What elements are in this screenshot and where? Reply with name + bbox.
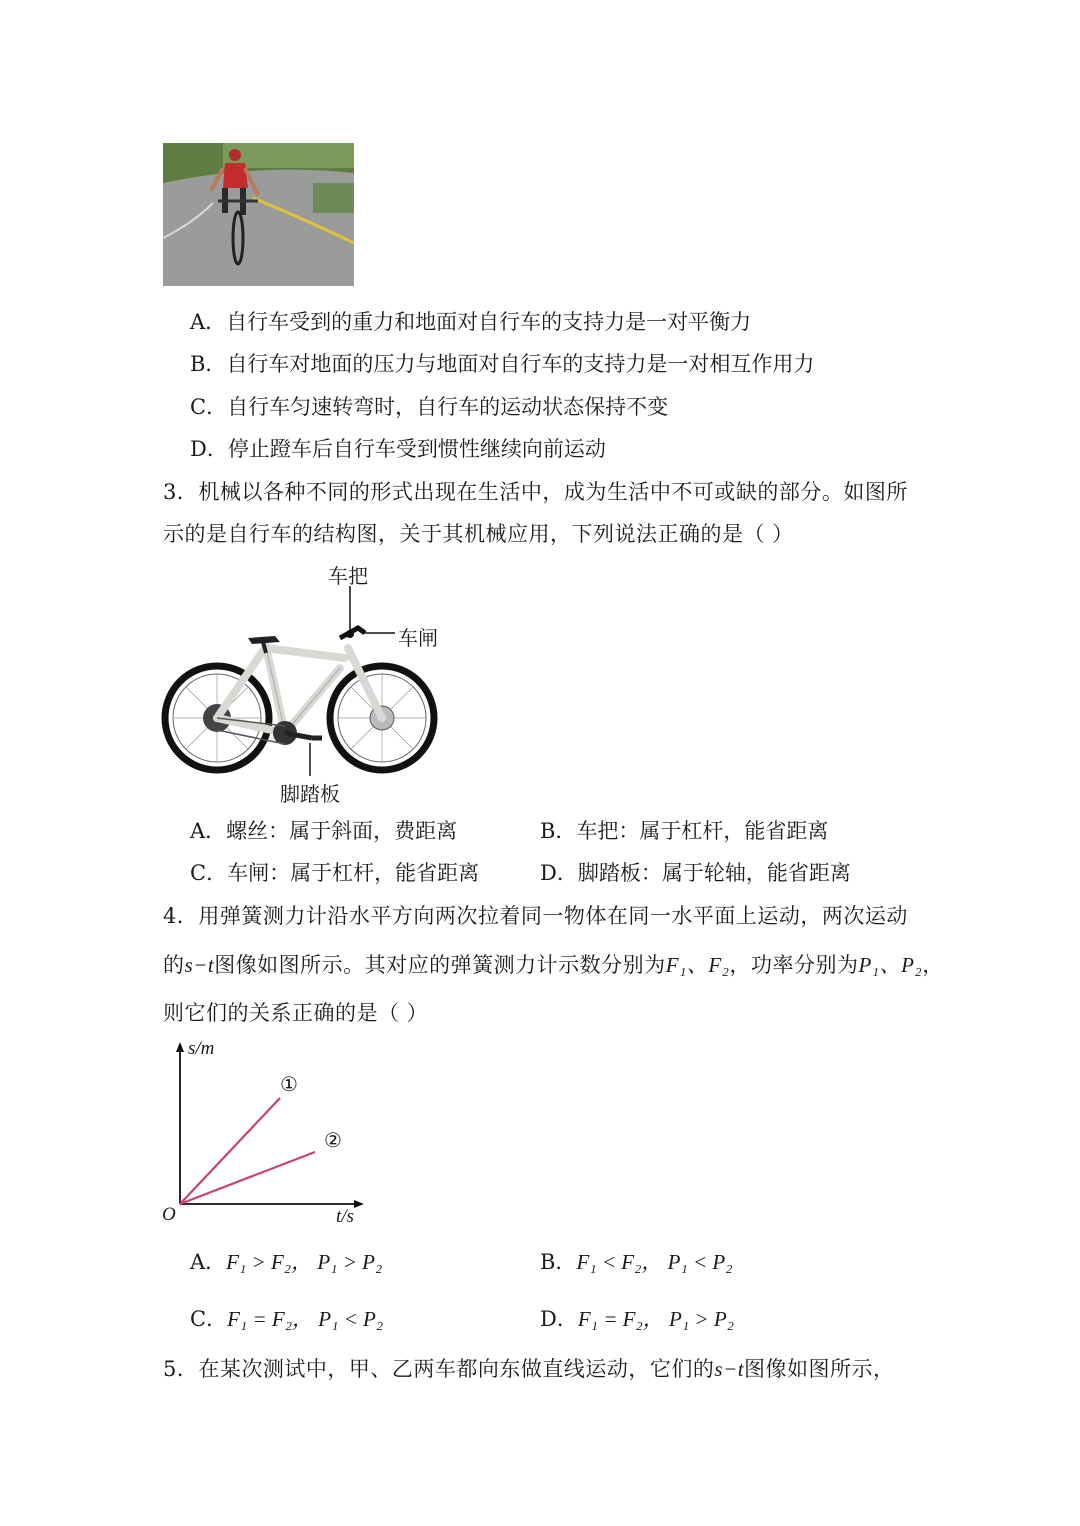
x-axis-label: t/s [336, 1206, 354, 1227]
option-text: 螺丝：属于斜面，费距离 [226, 819, 458, 843]
stem-text: ，功率分别为 [729, 953, 859, 977]
option-text: 自行车匀速转弯时，自行车的运动状态保持不变 [227, 395, 669, 419]
option-text: 车把：属于杠杆，能省距离 [576, 819, 829, 843]
series-line-2 [180, 1152, 315, 1204]
pedal-label: 脚踏板 [280, 782, 340, 806]
q5-stem [163, 1354, 895, 1384]
y-axis-arrow-icon [176, 1042, 184, 1052]
q4-option-c[interactable] [190, 1304, 383, 1334]
stem-text: 图像如图所示。其对应的弹簧测力计示数分别为 [214, 953, 666, 977]
q2-option-a[interactable] [190, 307, 751, 337]
option-letter: A． [190, 310, 227, 334]
option-text: F₁ > F₂， P₁ > P₂ [226, 1250, 383, 1274]
series-line-1 [180, 1098, 280, 1204]
q4-option-d[interactable] [540, 1304, 734, 1334]
bicycle-diagram [160, 558, 450, 808]
q3-stem-line2: 示的是自行车的结构图，关于其机械应用，下列说法正确的是（ ） [163, 522, 794, 546]
q4-stem-line1: 4．用弹簧测力计沿水平方向两次拉着同一物体在同一水平面上运动，两次运动 [163, 904, 908, 928]
st-formula: s−t [714, 1357, 745, 1381]
q4-option-b[interactable] [540, 1247, 733, 1277]
force-symbols: F₁、F₂ [665, 953, 730, 977]
origin-label: O [162, 1204, 176, 1225]
option-text: 停止蹬车后自行车受到惯性继续向前运动 [227, 437, 606, 461]
option-letter: A． [190, 1250, 227, 1274]
q3-option-d[interactable] [540, 858, 851, 888]
q3-stem-line1: 3．机械以各种不同的形式出现在生活中，成为生活中不可或缺的部分。如图所 [163, 480, 908, 504]
q2-option-c[interactable] [190, 392, 668, 422]
option-letter: A． [190, 819, 227, 843]
stem-text: 图像如图所示， [744, 1357, 895, 1381]
option-letter: D． [190, 437, 228, 461]
st-graph [158, 1038, 378, 1238]
option-text: F₁ < F₂， P₁ < P₂ [576, 1250, 733, 1274]
option-letter: B． [540, 819, 577, 843]
q4-option-a[interactable] [190, 1247, 382, 1277]
power-symbols: P₁、P₂ [858, 953, 923, 977]
handlebar-label: 车把 [328, 564, 368, 588]
option-letter: D． [540, 861, 578, 885]
q3-option-b[interactable] [540, 816, 828, 846]
q3-option-c[interactable] [190, 858, 479, 888]
option-letter: B． [540, 1250, 577, 1274]
q3-option-a[interactable] [190, 816, 457, 846]
option-letter: C． [190, 395, 228, 419]
option-text: F₁ = F₂， P₁ > P₂ [577, 1307, 734, 1331]
line1-label: ① [280, 1072, 298, 1096]
q4-stem-line3: 则它们的关系正确的是（ ） [163, 1001, 429, 1025]
x-axis-arrow-icon [354, 1200, 364, 1208]
cyclist-photo [163, 143, 354, 286]
option-letter: C． [190, 861, 228, 885]
option-text: 脚踏板：属于轮轴，能省距离 [577, 861, 851, 885]
q4-stem-line2 [163, 950, 944, 980]
st-formula: s−t [184, 953, 215, 977]
stem-text: 5．在某次测试中，甲、乙两车都向东做直线运动，它们的 [163, 1357, 715, 1381]
stem-text: 的 [163, 953, 185, 977]
option-text: 自行车受到的重力和地面对自行车的支持力是一对平衡力 [226, 310, 752, 334]
option-letter: B． [190, 352, 227, 376]
q2-option-b[interactable] [190, 349, 814, 379]
option-letter: C． [190, 1307, 228, 1331]
option-letter: D． [540, 1307, 578, 1331]
option-text: 自行车对地面的压力与地面对自行车的支持力是一对相互作用力 [226, 352, 815, 376]
y-axis-label: s/m [188, 1038, 215, 1059]
brake-label: 车闸 [398, 626, 438, 650]
option-text: F₁ = F₂， P₁ < P₂ [227, 1307, 384, 1331]
option-text: 车闸：属于杠杆，能省距离 [227, 861, 480, 885]
q2-option-d[interactable] [190, 434, 606, 464]
stem-text: ， [922, 953, 944, 977]
line2-label: ② [324, 1128, 342, 1152]
